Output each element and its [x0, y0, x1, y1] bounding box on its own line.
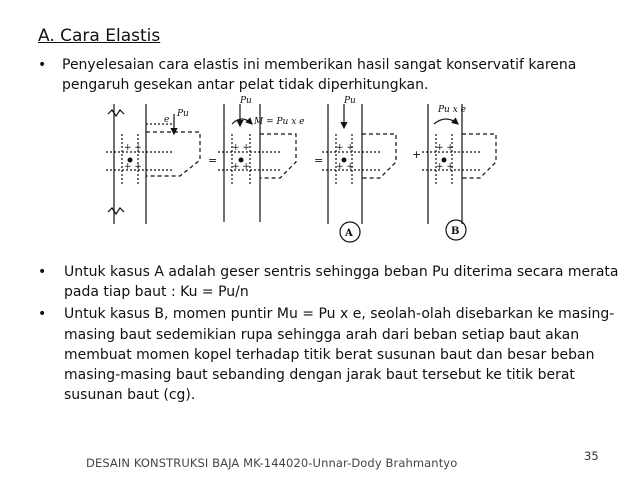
label-e: e [164, 115, 170, 125]
label-moment: M = Pu x e [254, 117, 305, 127]
bullet-marker: • [38, 306, 47, 323]
intro-text: Penyelesaian cara elastis ini memberikan hasil sangat konservatif karena pengaruh gesekan antar pelat tidak diperhitungkan. [62, 57, 577, 93]
svg-text:+ +: + + [336, 162, 354, 172]
bullet-marker: • [38, 264, 47, 280]
equals-sign-2: = [314, 154, 324, 167]
label-pu-3: Pu [344, 96, 356, 106]
case-b-label: B [451, 226, 460, 237]
bolt-group-diagram [100, 94, 506, 246]
bullet-text: Untuk kasus A adalah geser sentris sehingga beban Pu diterima secara merata pada tiap baut : Ku = Pu/n [64, 264, 619, 301]
plus-sign: + [412, 148, 422, 161]
page-number: 35 [584, 449, 599, 463]
svg-text:+ +: + + [436, 143, 454, 153]
label-pu-2: Pu [240, 96, 252, 106]
slide-title: A. Cara Elastis [38, 26, 161, 46]
svg-text:+ +: + + [232, 143, 250, 153]
panel-1 [106, 104, 200, 224]
svg-text:+ +: + + [124, 162, 142, 172]
bullet-list [38, 262, 623, 407]
panel-3 [322, 104, 396, 242]
intro-bullet [38, 55, 598, 95]
panel-1-marks [124, 109, 189, 172]
bullet-item-case-b [38, 304, 623, 405]
label-pu-1: Pu [177, 109, 189, 119]
svg-text:+ +: + + [232, 162, 250, 172]
panel-4 [422, 104, 496, 240]
case-a-label: A [345, 228, 353, 239]
panel-3-marks [336, 96, 356, 239]
slide-footer: DESAIN KONSTRUKSI BAJA MK-144020-Unnar-Dody Brahmantyo [86, 456, 458, 470]
bullet-text: Untuk kasus B, momen puntir Mu = Pu x e, seolah-olah disebarkan ke masing-masing baut sedemikian rupa sehingga arah dari beban setiap baut akan membuat momen kopel terhadap titik berat susunan baut dan besar beban masing-masing baut sebanding dengan jarak baut tersebut ke titik berat susunan baut (cg). [64, 306, 615, 404]
svg-text:+ +: + + [436, 162, 454, 172]
bullet-marker: • [38, 57, 47, 73]
label-pu-e: Pu x e [438, 105, 466, 115]
svg-text:+ +: + + [336, 143, 354, 153]
bullet-item-case-a [38, 262, 623, 302]
equals-sign-1: = [208, 154, 218, 167]
svg-text:+ +: + + [124, 143, 142, 153]
